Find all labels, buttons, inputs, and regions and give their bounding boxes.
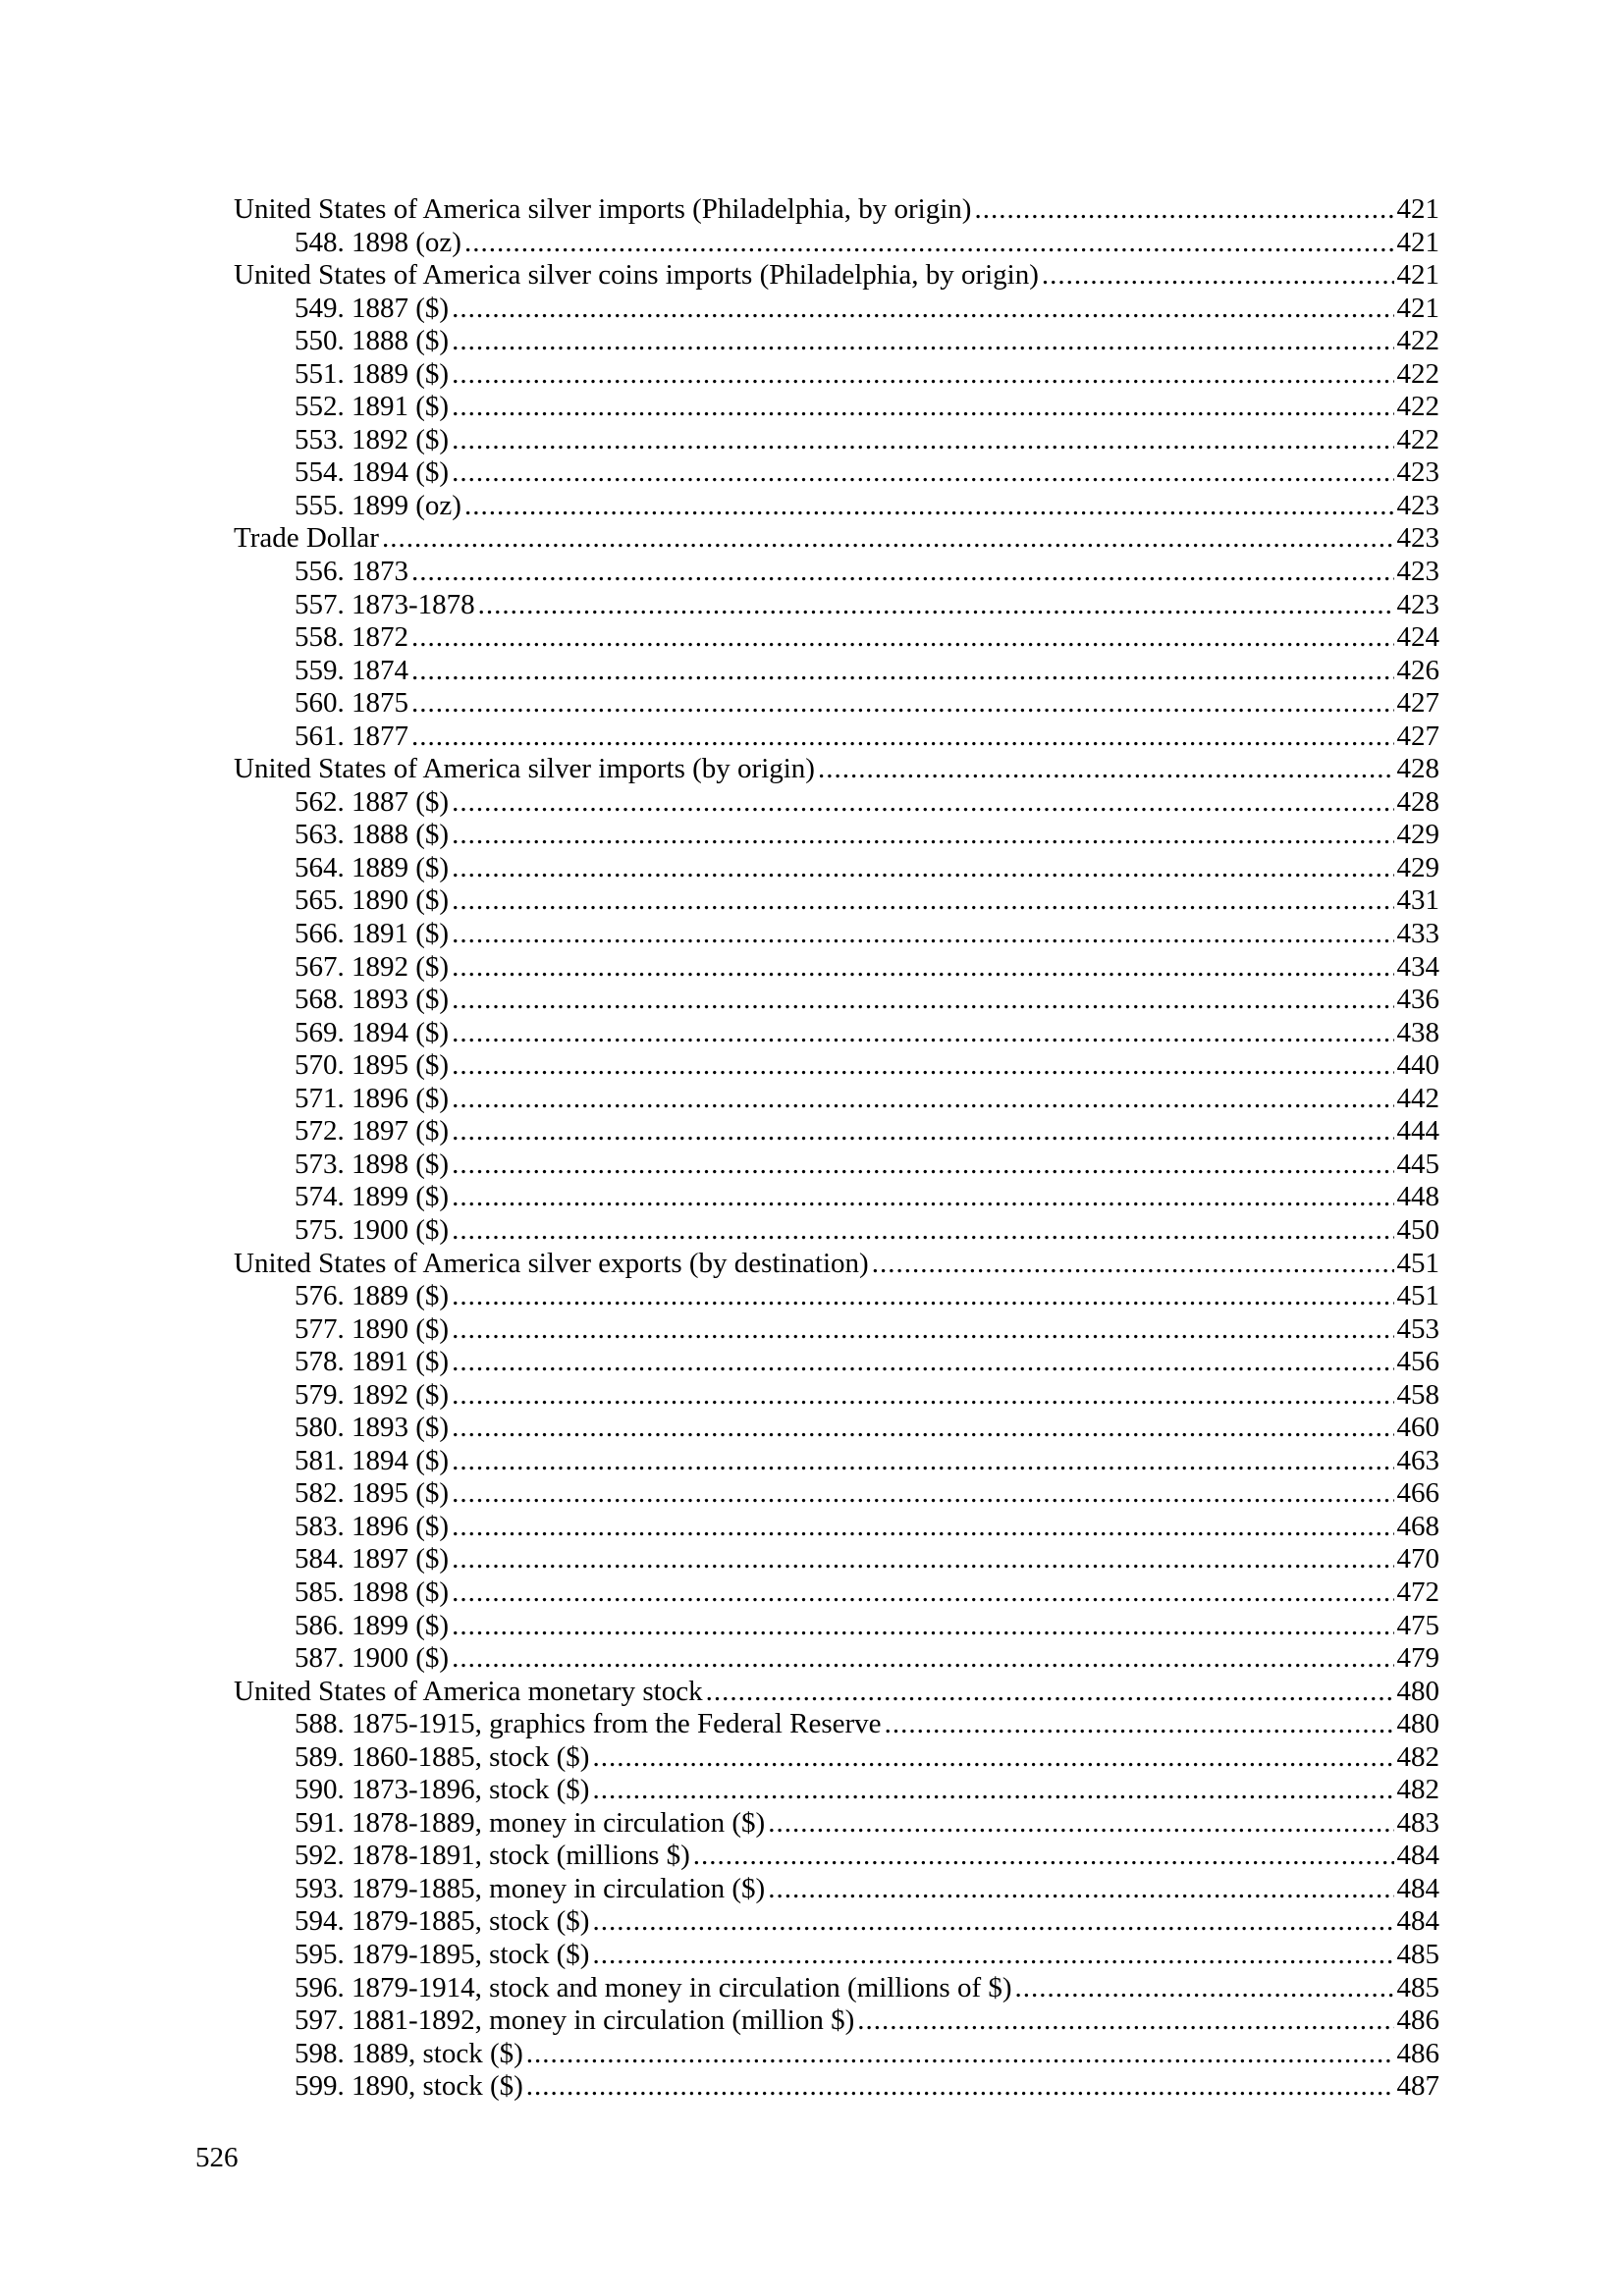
- toc-entry-page: 445: [1396, 1148, 1439, 1180]
- toc-entry[interactable]: [234, 819, 1439, 852]
- toc-entry-page: 421: [1396, 259, 1439, 292]
- dot-leader: [974, 193, 1393, 227]
- toc-entry[interactable]: [234, 1840, 1439, 1873]
- toc-section-heading[interactable]: [234, 522, 1439, 556]
- toc-entry[interactable]: [234, 1181, 1439, 1214]
- dot-leader: [452, 1477, 1393, 1511]
- toc-entry[interactable]: [234, 391, 1439, 424]
- toc-entry-page: 451: [1396, 1280, 1439, 1312]
- dot-leader: [464, 490, 1394, 523]
- toc-entry-label: 558. 1872: [295, 621, 408, 654]
- toc-entry-page: 422: [1396, 423, 1439, 455]
- dot-leader: [526, 2038, 1394, 2071]
- dot-leader: [452, 1214, 1393, 1248]
- toc-entry-label: 566. 1891 ($): [295, 918, 450, 950]
- toc-entry[interactable]: [234, 325, 1439, 358]
- toc-entry-label: 581. 1894 ($): [295, 1444, 450, 1476]
- toc-entry[interactable]: [234, 1741, 1439, 1775]
- toc-entry-page: 466: [1396, 1477, 1439, 1510]
- toc-entry-page: 485: [1396, 1971, 1439, 2003]
- dot-leader: [464, 227, 1394, 260]
- toc-entry-label: Trade Dollar: [234, 522, 379, 555]
- toc-entry-page: 484: [1396, 1905, 1439, 1938]
- toc-entry-label: 587. 1900 ($): [295, 1642, 450, 1675]
- toc-entry-page: 485: [1396, 1938, 1439, 1970]
- dot-leader: [452, 819, 1393, 852]
- toc-entry-page: 421: [1396, 292, 1439, 324]
- toc-entry[interactable]: [234, 1774, 1439, 1807]
- toc-entry-page: 436: [1396, 984, 1439, 1016]
- dot-leader: [452, 424, 1393, 457]
- toc-entry-page: 440: [1396, 1049, 1439, 1082]
- toc-entry-label: 560. 1875: [295, 687, 408, 720]
- dot-leader: [452, 1445, 1393, 1478]
- dot-leader: [592, 1939, 1393, 1972]
- toc-entry-label: 584. 1897 ($): [295, 1543, 450, 1575]
- toc-entry[interactable]: [234, 1873, 1439, 1906]
- toc-entry-label: United States of America silver imports (Philadelphia, by origin): [234, 193, 972, 225]
- dot-leader: [452, 358, 1393, 392]
- toc-entry-page: 422: [1396, 391, 1439, 423]
- toc-entry-page: 453: [1396, 1312, 1439, 1345]
- toc-entry-label: 582. 1895 ($): [295, 1477, 450, 1510]
- dot-leader: [452, 1115, 1393, 1148]
- toc-entry-label: 567. 1892 ($): [295, 950, 450, 983]
- toc-section-heading[interactable]: [234, 753, 1439, 786]
- toc-entry[interactable]: [234, 1708, 1439, 1741]
- toc-entry-label: United States of America silver coins imports (Philadelphia, by origin): [234, 259, 1039, 292]
- toc-entry-label: 557. 1873-1878: [295, 588, 475, 620]
- toc-entry-page: 421: [1396, 226, 1439, 258]
- toc-section-heading[interactable]: [234, 259, 1439, 293]
- dot-leader: [1015, 1972, 1394, 2005]
- toc-entry-label: United States of America silver imports (by origin): [234, 753, 815, 785]
- toc-entry-page: 460: [1396, 1412, 1439, 1444]
- toc-entry[interactable]: [234, 358, 1439, 392]
- toc-entry[interactable]: [234, 1083, 1439, 1116]
- dot-leader: [452, 951, 1393, 985]
- toc-entry-page: 423: [1396, 556, 1439, 588]
- toc-entry[interactable]: [234, 621, 1439, 655]
- dot-leader: [818, 753, 1394, 786]
- dot-leader: [452, 1346, 1393, 1379]
- dot-leader: [478, 589, 1394, 622]
- toc-entry[interactable]: [234, 1642, 1439, 1676]
- toc-entry-label: 580. 1893 ($): [295, 1412, 450, 1444]
- dot-leader: [592, 1905, 1393, 1939]
- dot-leader: [452, 1642, 1393, 1676]
- dot-leader: [452, 1280, 1393, 1313]
- toc-entry-label: 577. 1890 ($): [295, 1312, 450, 1345]
- dot-leader: [592, 1774, 1393, 1807]
- toc-entry[interactable]: [234, 2038, 1439, 2071]
- dot-leader: [452, 1313, 1393, 1347]
- toc-entry-page: 483: [1396, 1806, 1439, 1839]
- toc-entry[interactable]: [234, 1115, 1439, 1148]
- toc-entry-label: 563. 1888 ($): [295, 819, 450, 851]
- dot-leader: [693, 1840, 1394, 1873]
- toc-entry-page: 428: [1396, 753, 1439, 785]
- dot-leader: [452, 391, 1393, 424]
- toc-entry[interactable]: [234, 1346, 1439, 1379]
- toc-entry-label: 574. 1899 ($): [295, 1181, 450, 1213]
- toc-entry-page: 429: [1396, 819, 1439, 851]
- toc-entry-page: 423: [1396, 588, 1439, 620]
- toc-entry[interactable]: [234, 293, 1439, 326]
- dot-leader: [452, 918, 1393, 951]
- toc-entry-label: 588. 1875-1915, graphics from the Federal Reserve: [295, 1708, 882, 1740]
- toc-entry[interactable]: [234, 1511, 1439, 1544]
- toc-entry-label: 562. 1887 ($): [295, 785, 450, 818]
- toc-entry-page: 470: [1396, 1543, 1439, 1575]
- toc-entry-label: 598. 1889, stock ($): [295, 2037, 523, 2069]
- toc-entry-label: 585. 1898 ($): [295, 1575, 450, 1608]
- toc-entry-label: 549. 1887 ($): [295, 292, 450, 324]
- dot-leader: [452, 1181, 1393, 1214]
- toc-entry-page: 486: [1396, 2004, 1439, 2037]
- toc-entry-label: United States of America silver exports (by destination): [234, 1247, 869, 1279]
- dot-leader: [452, 1543, 1393, 1576]
- toc-entry[interactable]: [234, 1148, 1439, 1182]
- dot-leader: [452, 456, 1393, 490]
- dot-leader: [411, 621, 1394, 655]
- toc-entry-page: 423: [1396, 489, 1439, 521]
- toc-entry[interactable]: [234, 1477, 1439, 1511]
- toc-entry[interactable]: [234, 884, 1439, 918]
- toc-entry[interactable]: [234, 1807, 1439, 1841]
- toc-entry-label: 569. 1894 ($): [295, 1016, 450, 1048]
- toc-entry[interactable]: [234, 1049, 1439, 1083]
- dot-leader: [452, 1412, 1393, 1445]
- toc-entry-page: 484: [1396, 1872, 1439, 1904]
- toc-entry-page: 479: [1396, 1642, 1439, 1675]
- toc-entry[interactable]: [234, 852, 1439, 885]
- toc-section-heading[interactable]: [234, 1676, 1439, 1709]
- dot-leader: [872, 1248, 1394, 1281]
- toc-entry-page: 456: [1396, 1346, 1439, 1378]
- dot-leader: [411, 687, 1394, 721]
- toc-entry[interactable]: [234, 1576, 1439, 1610]
- dot-leader: [382, 522, 1394, 556]
- toc-entry-label: 554. 1894 ($): [295, 456, 450, 489]
- toc-entry[interactable]: [234, 1412, 1439, 1445]
- dot-leader: [452, 1017, 1393, 1050]
- toc-entry[interactable]: [234, 1379, 1439, 1413]
- toc-entry-label: 548. 1898 (oz): [295, 226, 461, 258]
- toc-entry[interactable]: [234, 1610, 1439, 1643]
- toc-entry-page: 480: [1396, 1708, 1439, 1740]
- dot-leader: [452, 293, 1393, 326]
- dot-leader: [411, 556, 1394, 589]
- dot-leader: [452, 786, 1393, 820]
- toc-entry-page: 463: [1396, 1444, 1439, 1476]
- toc-entry-label: 583. 1896 ($): [295, 1510, 450, 1542]
- toc-entry[interactable]: [234, 589, 1439, 622]
- dot-leader: [452, 1148, 1393, 1182]
- toc-entry-page: 422: [1396, 357, 1439, 390]
- toc-entry-page: 451: [1396, 1247, 1439, 1279]
- toc-entry-label: United States of America monetary stock: [234, 1675, 703, 1707]
- dot-leader: [592, 1741, 1393, 1775]
- toc-entry-page: 424: [1396, 621, 1439, 654]
- page-number: 526: [195, 2142, 239, 2173]
- toc-entry-label: 596. 1879-1914, stock and money in circulation (millions of $): [295, 1971, 1012, 2003]
- dot-leader: [768, 1873, 1393, 1906]
- toc-entry-label: 595. 1879-1895, stock ($): [295, 1938, 590, 1970]
- toc-entry[interactable]: [234, 2070, 1439, 2104]
- toc-entry-label: 599. 1890, stock ($): [295, 2070, 523, 2103]
- toc-entry-page: 475: [1396, 1609, 1439, 1641]
- toc-entry-page: 426: [1396, 654, 1439, 686]
- toc-entry-page: 422: [1396, 325, 1439, 357]
- dot-leader: [452, 1049, 1393, 1083]
- table-of-contents: [234, 193, 1439, 2104]
- toc-entry-label: 591. 1878-1889, money in circulation ($): [295, 1806, 766, 1839]
- toc-entry-page: 423: [1396, 522, 1439, 555]
- toc-entry[interactable]: [234, 2004, 1439, 2038]
- dot-leader: [452, 1511, 1393, 1544]
- toc-entry[interactable]: [234, 1543, 1439, 1576]
- dot-leader: [411, 655, 1394, 688]
- toc-entry-page: 482: [1396, 1774, 1439, 1806]
- toc-entry-label: 589. 1860-1885, stock ($): [295, 1740, 590, 1773]
- dot-leader: [452, 1083, 1393, 1116]
- toc-entry[interactable]: [234, 1214, 1439, 1248]
- toc-entry-label: 565. 1890 ($): [295, 884, 450, 917]
- toc-entry-label: 552. 1891 ($): [295, 391, 450, 423]
- toc-entry[interactable]: [234, 1313, 1439, 1347]
- toc-entry[interactable]: [234, 1017, 1439, 1050]
- dot-leader: [452, 884, 1393, 918]
- toc-entry-page: 472: [1396, 1575, 1439, 1608]
- toc-entry-page: 486: [1396, 2037, 1439, 2069]
- toc-entry[interactable]: [234, 655, 1439, 688]
- toc-section-heading[interactable]: [234, 193, 1439, 227]
- toc-entry-label: 572. 1897 ($): [295, 1115, 450, 1148]
- toc-entry[interactable]: [234, 1905, 1439, 1939]
- toc-entry-label: 592. 1878-1891, stock (millions $): [295, 1840, 690, 1872]
- toc-entry[interactable]: [234, 1280, 1439, 1313]
- toc-entry[interactable]: [234, 424, 1439, 457]
- toc-entry[interactable]: [234, 721, 1439, 754]
- toc-entry-label: 556. 1873: [295, 556, 408, 588]
- toc-entry-label: 568. 1893 ($): [295, 984, 450, 1016]
- dot-leader: [857, 2004, 1393, 2038]
- toc-entry[interactable]: [234, 490, 1439, 523]
- toc-entry-page: 427: [1396, 720, 1439, 752]
- toc-entry-label: 590. 1873-1896, stock ($): [295, 1774, 590, 1806]
- dot-leader: [706, 1676, 1394, 1709]
- toc-entry-page: 428: [1396, 785, 1439, 818]
- dot-leader: [1042, 259, 1394, 293]
- toc-entry-label: 597. 1881-1892, money in circulation (million $): [295, 2004, 855, 2037]
- toc-entry-label: 576. 1889 ($): [295, 1280, 450, 1312]
- dot-leader: [411, 721, 1394, 754]
- dot-leader: [768, 1807, 1393, 1841]
- toc-section-heading[interactable]: [234, 1248, 1439, 1281]
- toc-entry-page: 431: [1396, 884, 1439, 917]
- toc-entry-page: 434: [1396, 950, 1439, 983]
- toc-entry-label: 593. 1879-1885, money in circulation ($): [295, 1872, 766, 1904]
- toc-entry[interactable]: [234, 984, 1439, 1017]
- toc-entry-page: 442: [1396, 1082, 1439, 1114]
- toc-entry-label: 578. 1891 ($): [295, 1346, 450, 1378]
- toc-entry-label: 555. 1899 (oz): [295, 489, 461, 521]
- toc-entry-label: 559. 1874: [295, 654, 408, 686]
- toc-entry-page: 480: [1396, 1675, 1439, 1707]
- toc-entry-page: 468: [1396, 1510, 1439, 1542]
- toc-entry-label: 573. 1898 ($): [295, 1148, 450, 1180]
- dot-leader: [452, 1610, 1393, 1643]
- toc-entry-page: 421: [1396, 193, 1439, 225]
- toc-entry-label: 575. 1900 ($): [295, 1213, 450, 1246]
- toc-entry-page: 438: [1396, 1016, 1439, 1048]
- toc-entry-label: 561. 1877: [295, 720, 408, 752]
- toc-entry-label: 553. 1892 ($): [295, 423, 450, 455]
- toc-entry-page: 429: [1396, 851, 1439, 883]
- dot-leader: [452, 852, 1393, 885]
- toc-entry[interactable]: [234, 1972, 1439, 2005]
- toc-entry-page: 444: [1396, 1115, 1439, 1148]
- toc-entry-label: 594. 1879-1885, stock ($): [295, 1905, 590, 1938]
- toc-entry-page: 427: [1396, 687, 1439, 720]
- toc-entry-page: 450: [1396, 1213, 1439, 1246]
- toc-entry[interactable]: [234, 951, 1439, 985]
- dot-leader: [885, 1708, 1394, 1741]
- dot-leader: [452, 1379, 1393, 1413]
- toc-entry[interactable]: [234, 1939, 1439, 1972]
- toc-entry-label: 564. 1889 ($): [295, 851, 450, 883]
- dot-leader: [526, 2070, 1394, 2104]
- toc-entry-page: 487: [1396, 2070, 1439, 2103]
- toc-entry-label: 586. 1899 ($): [295, 1609, 450, 1641]
- toc-entry[interactable]: [234, 1445, 1439, 1478]
- dot-leader: [452, 984, 1393, 1017]
- toc-entry-page: 458: [1396, 1378, 1439, 1411]
- toc-entry[interactable]: [234, 687, 1439, 721]
- toc-entry[interactable]: [234, 786, 1439, 820]
- toc-entry-page: 484: [1396, 1840, 1439, 1872]
- toc-entry-page: 482: [1396, 1740, 1439, 1773]
- toc-entry[interactable]: [234, 227, 1439, 260]
- toc-entry-page: 433: [1396, 918, 1439, 950]
- toc-entry[interactable]: [234, 918, 1439, 951]
- toc-entry[interactable]: [234, 456, 1439, 490]
- toc-entry-label: 570. 1895 ($): [295, 1049, 450, 1082]
- toc-entry-label: 579. 1892 ($): [295, 1378, 450, 1411]
- toc-entry-label: 571. 1896 ($): [295, 1082, 450, 1114]
- toc-entry-label: 551. 1889 ($): [295, 357, 450, 390]
- toc-entry[interactable]: [234, 556, 1439, 589]
- toc-entry-label: 550. 1888 ($): [295, 325, 450, 357]
- toc-entry-page: 423: [1396, 456, 1439, 489]
- toc-entry-page: 448: [1396, 1181, 1439, 1213]
- dot-leader: [452, 1576, 1393, 1610]
- dot-leader: [452, 325, 1393, 358]
